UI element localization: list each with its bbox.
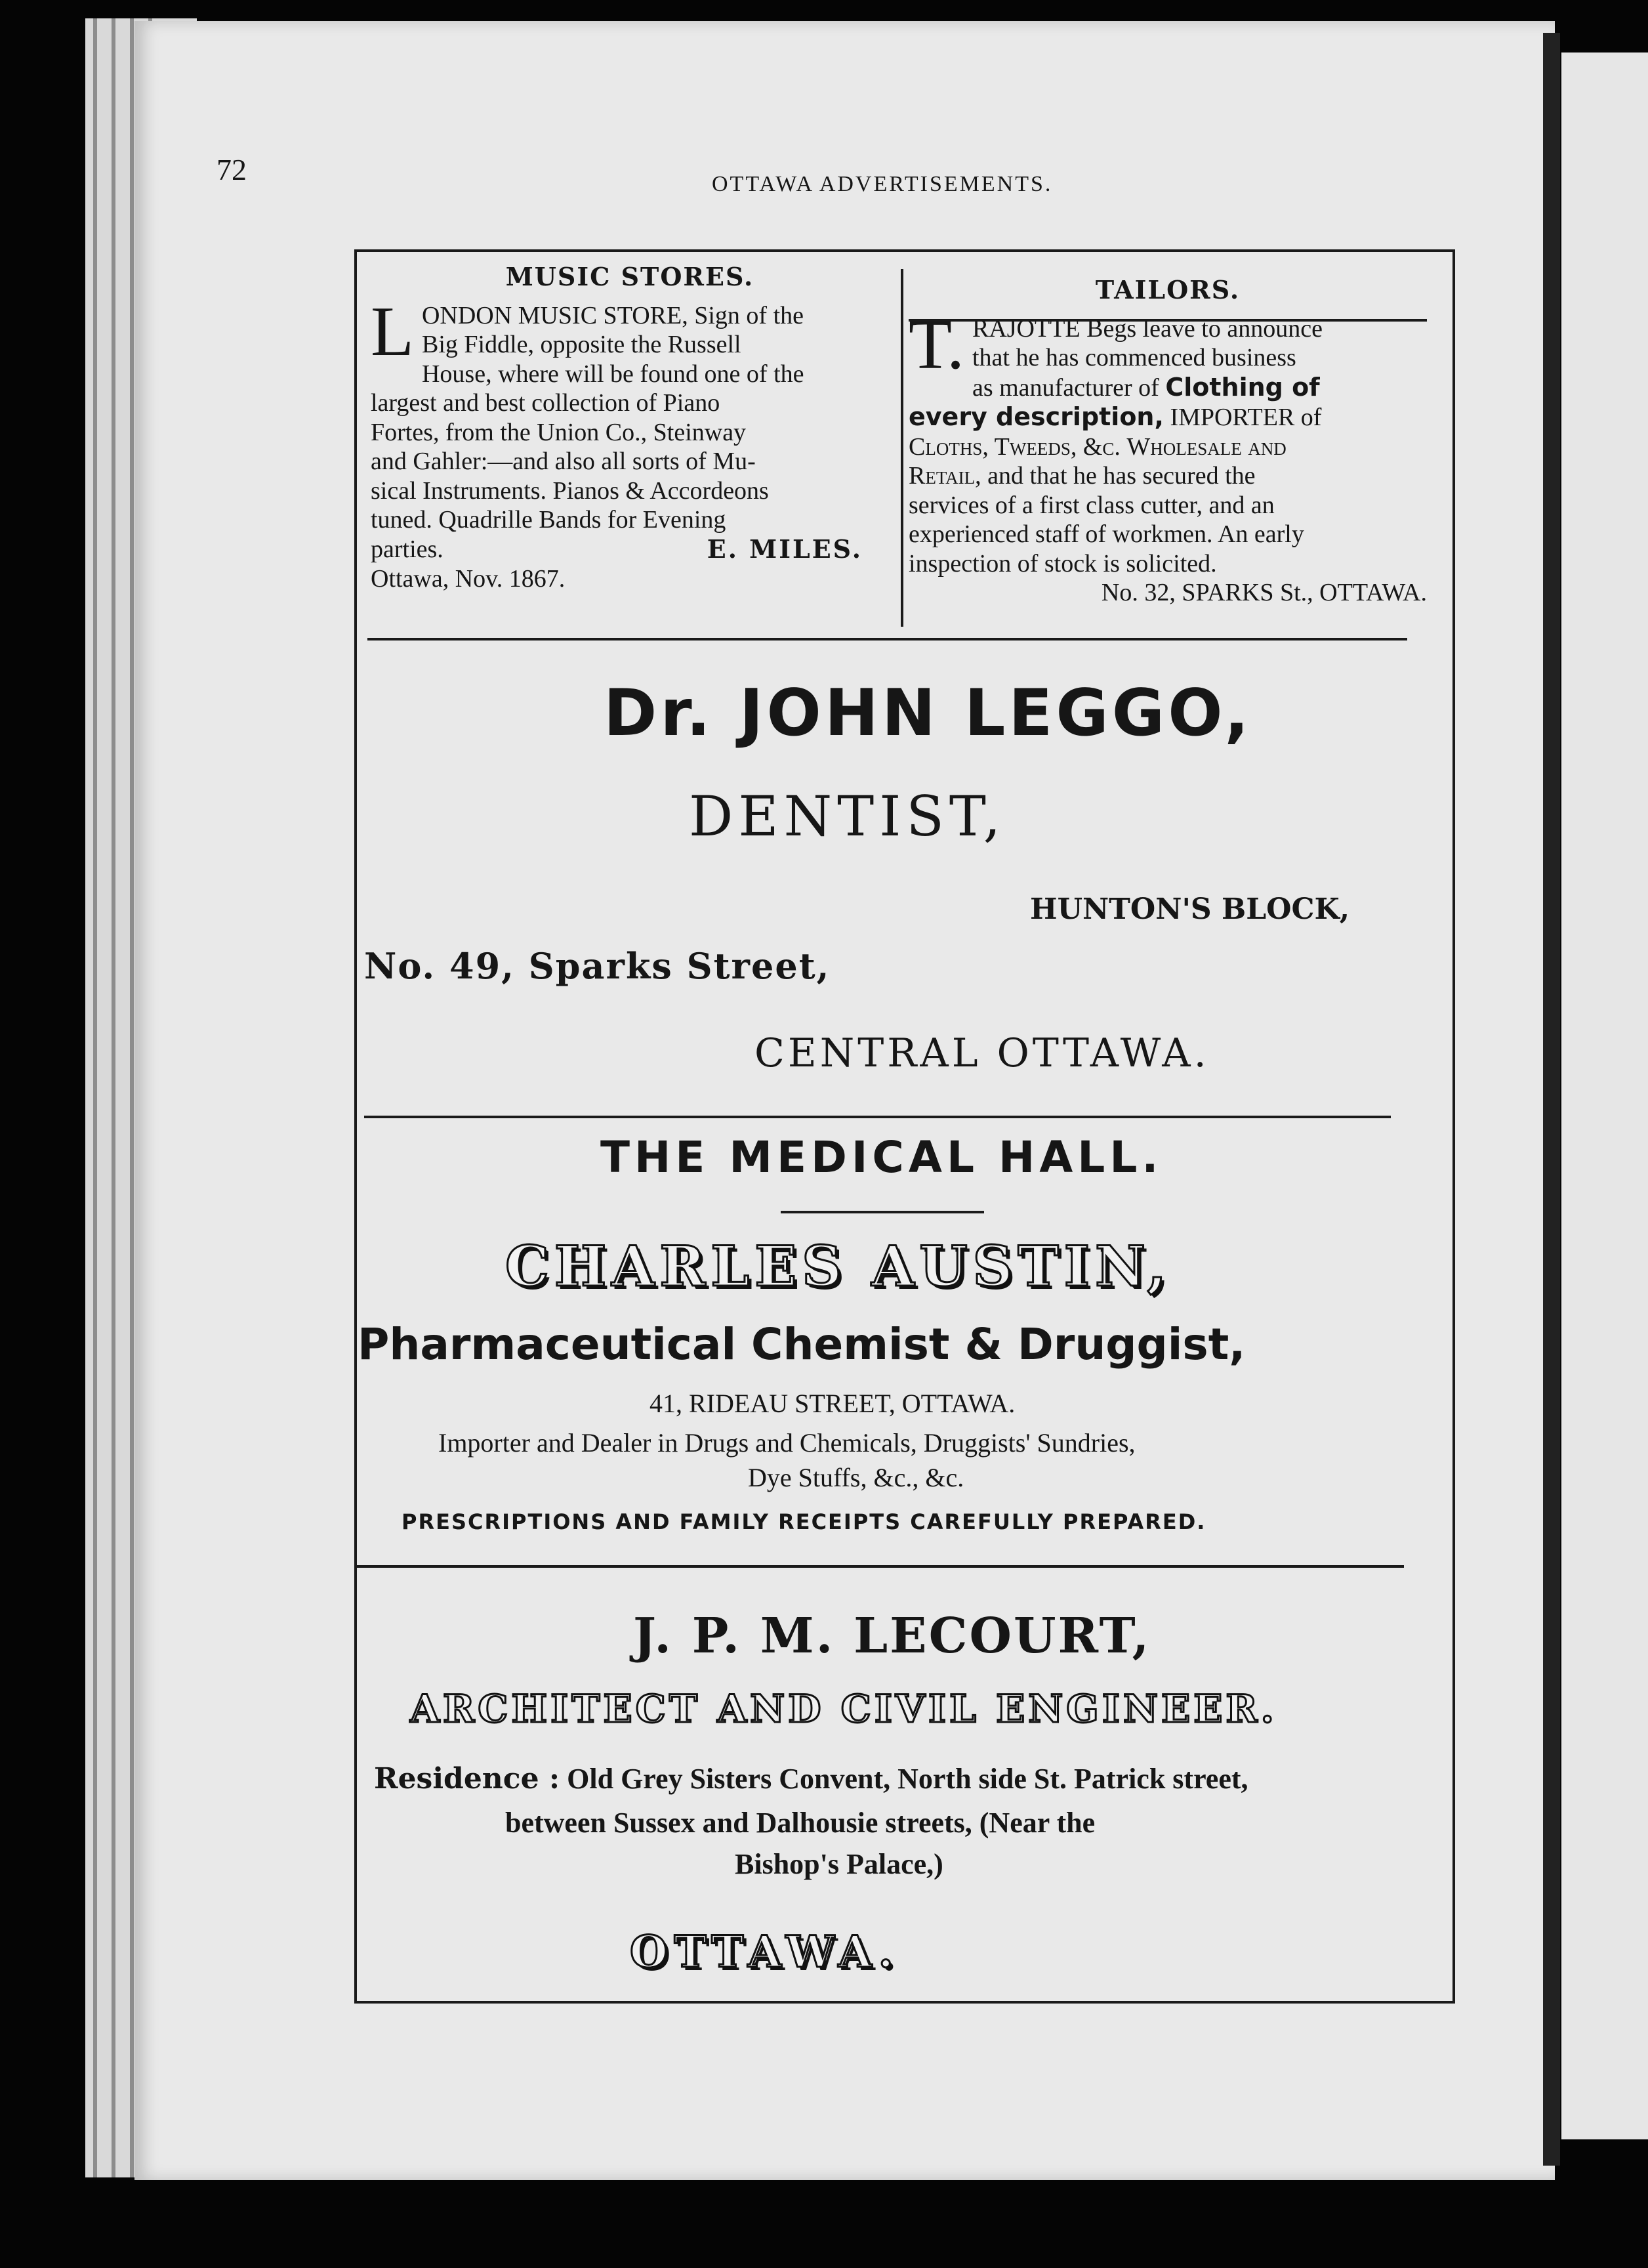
architect-title: ARCHITECT AND CIVIL ENGINEER. <box>410 1687 1277 1731</box>
architect-name: J. P. M. LECOURT, <box>633 1608 1151 1664</box>
tailors-line: RAJOTTE Begs leave to announce <box>972 314 1323 343</box>
chemist-title: Pharmaceutical Chemist & Druggist, <box>358 1319 1246 1370</box>
music-line: ONDON MUSIC STORE, Sign of the <box>421 301 804 329</box>
tailors-line: that he has commenced business <box>972 344 1296 371</box>
chemist-description: Importer and Dealer in Drugs and Chemicals, Druggists' Sundries, <box>438 1428 1136 1458</box>
tailors-line: services of a first class cutter, and an <box>909 491 1275 519</box>
page-gutter <box>1543 33 1560 2166</box>
dentist-name: Dr. JOHN LEGGO, <box>604 676 1252 751</box>
tailors-line <box>909 373 1427 403</box>
running-head: OTTAWA ADVERTISEMENTS. <box>712 172 1053 196</box>
music-stores-ad <box>371 262 889 593</box>
music-stores-drop-cap: L <box>371 292 414 371</box>
tailors-text: and that he has secured the <box>987 462 1256 490</box>
tailors-emphasis: every description, <box>909 402 1164 431</box>
section-rule <box>367 638 1407 640</box>
tailors-text: Retail, <box>909 462 981 490</box>
tailors-heading: TAILORS. <box>1095 275 1241 304</box>
residence-line: between Sussex and Dalhousie streets, (Near the <box>505 1807 1096 1839</box>
residence-line: Bishop's Palace,) <box>735 1848 943 1880</box>
tailors-line <box>909 461 1427 491</box>
music-line: largest and best collection of Piano <box>371 389 720 417</box>
music-line: House, where will be found one of the <box>421 360 804 388</box>
section-rule <box>364 1116 1391 1118</box>
medical-hall-heading: THE MEDICAL HALL. <box>600 1132 1163 1183</box>
page-number: 72 <box>216 153 247 186</box>
tailors-heading-rule <box>909 319 1427 322</box>
music-line: Fortes, from the Union Co., Steinway <box>371 418 747 446</box>
music-signature: E. MILES. <box>707 534 863 564</box>
tailors-emphasis: Clothing of <box>1165 372 1320 402</box>
music-line: tuned. Quadrille Bands for Evening <box>371 506 726 534</box>
chemist-address: 41, RIDEAU STREET, OTTAWA. <box>649 1389 1016 1418</box>
tailors-ad <box>909 276 1427 608</box>
dentist-block: HUNTON'S BLOCK, <box>1030 892 1350 926</box>
chemist-description: Dye Stuffs, &c., &c. <box>748 1463 964 1492</box>
facing-page-edge <box>1561 52 1648 2139</box>
tailors-text: Cloths, Tweeds, &c. <box>909 432 1121 461</box>
music-dateline: Ottawa, Nov. 1867. <box>371 564 566 593</box>
tailors-text: as manufacturer of <box>972 373 1159 402</box>
music-stores-heading: MUSIC STORES. <box>505 262 754 291</box>
tailors-drop-cap: T. <box>909 305 964 384</box>
dentist-street: No. 49, Sparks Street, <box>364 945 831 987</box>
tailors-text: Wholesale and <box>1126 432 1287 461</box>
residence-label: Residence : <box>374 1762 560 1796</box>
music-line: and Gahler:—and also all sorts of Mu- <box>371 448 756 475</box>
tailors-text: IMPORTER of <box>1170 404 1322 431</box>
tailors-line <box>909 402 1427 432</box>
dentist-locality: CENTRAL OTTAWA. <box>754 1030 1210 1076</box>
music-line: sical Instruments. Pianos & Accordeons <box>371 476 769 505</box>
chemist-notice: PRESCRIPTIONS AND FAMILY RECEIPTS CAREFULLY PREPARED. <box>402 1509 1206 1534</box>
residence-line: Old Grey Sisters Convent, North side St. Patrick street, <box>567 1763 1248 1795</box>
short-rule <box>781 1211 984 1213</box>
tailors-line: inspection of stock is solicited. <box>909 549 1217 578</box>
music-line: parties. <box>371 535 443 563</box>
music-line: Big Fiddle, opposite the Russell <box>421 331 741 358</box>
tailors-line: experienced staff of workmen. An early <box>909 520 1304 548</box>
section-rule <box>354 1565 1404 1568</box>
dentist-title: DENTIST, <box>689 784 1006 849</box>
architect-city: OTTAWA. <box>630 1926 900 1977</box>
column-divider <box>901 269 903 627</box>
chemist-name: CHARLES AUSTIN, <box>505 1234 1172 1299</box>
tailors-address: No. 32, SPARKS St., OTTAWA. <box>1101 579 1427 606</box>
tailors-line <box>909 432 1427 462</box>
